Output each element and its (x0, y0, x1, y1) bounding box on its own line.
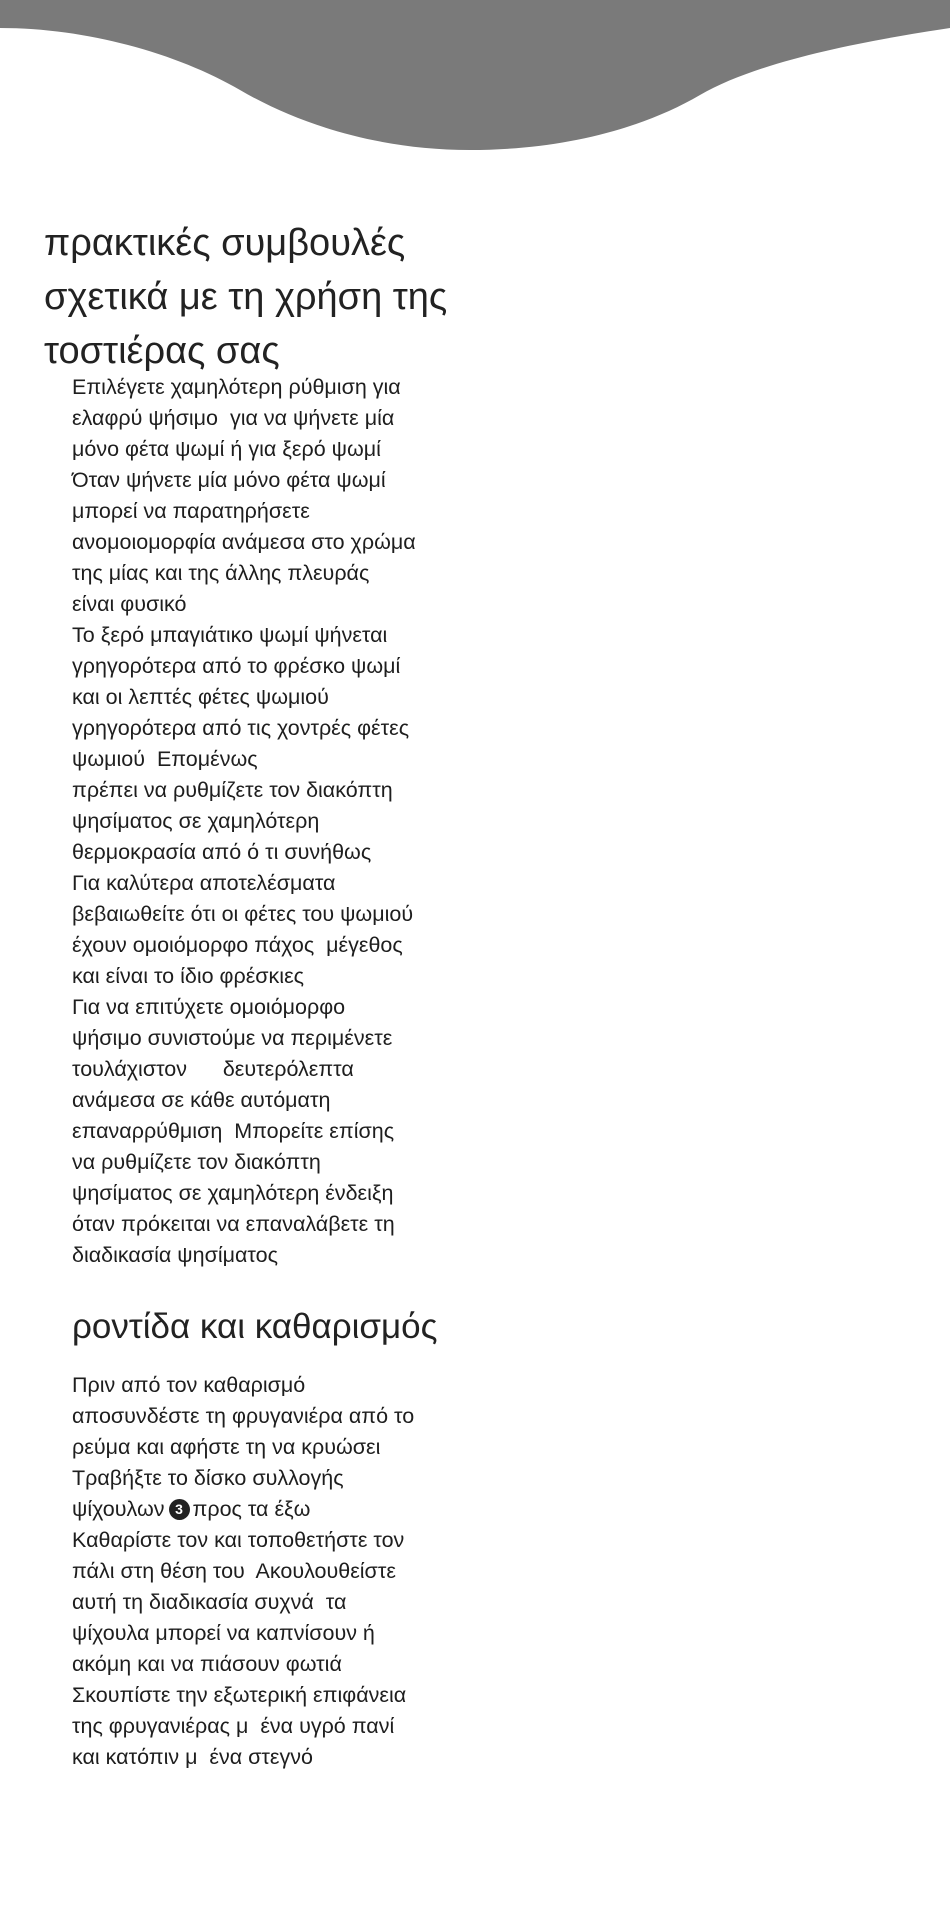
title-line-3: τοστιέρας σας (44, 330, 280, 372)
care-line: πάλι στη θέση του Ακουλουθείστε (72, 1559, 396, 1583)
badge-line-suffix: προς τα έξω (192, 1497, 311, 1521)
tips-line: γρηγορότερα από το φρέσκο ψωμί (72, 654, 401, 678)
care-line: και κατόπιν μ ένα στεγνό (72, 1745, 313, 1769)
tips-line: ανομοιομορφία ανάμεσα στο χρώμα (72, 530, 416, 554)
tips-text-block (72, 372, 416, 1271)
header-wave-banner (0, 0, 950, 160)
tips-line: να ρυθμίζετε τον διακόπτη (72, 1150, 321, 1174)
tips-line: Όταν ψήνετε μία μόνο φέτα ψωμί (72, 468, 386, 492)
tips-line: μπορεί να παρατηρήσετε (72, 499, 310, 523)
care-heading: ροντίδα και καθαρισμός (72, 1307, 438, 1346)
care-line: αποσυνδέστε τη φρυγανιέρα από το (72, 1404, 415, 1428)
tips-line: επαναρρύθμιση Μπορείτε επίσης (72, 1119, 395, 1143)
tips-line: διαδικασία ψησίματος (72, 1243, 278, 1267)
tips-line: ψωμιού Επομένως (72, 747, 258, 771)
tips-line: της μίας και της άλλης πλευράς (72, 561, 370, 585)
page-title (44, 216, 447, 378)
title-line-1: πρακτικές συμβουλές (44, 222, 406, 264)
care-line: αυτή τη διαδικασία συχνά τα (72, 1590, 347, 1614)
care-text-block (72, 1370, 414, 1773)
tips-line: ψησίματος σε χαμηλότερη ένδειξη (72, 1181, 394, 1205)
tips-line: θερμοκρασία από ό τι συνήθως (72, 840, 372, 864)
wave-shape (0, 0, 950, 150)
tips-line: βεβαιωθείτε ότι οι φέτες του ψωμιού (72, 902, 414, 926)
tips-line: είναι φυσικό (72, 592, 187, 616)
care-line: ψίχουλα μπορεί να καπνίσουν ή (72, 1621, 375, 1645)
step-number-badge: 3 (169, 1499, 190, 1520)
tips-line: και είναι το ίδιο φρέσκιες (72, 964, 305, 988)
tips-line: ψήσιμο συνιστούμε να περιμένετε (72, 1026, 393, 1050)
tips-line: ψησίματος σε χαμηλότερη (72, 809, 320, 833)
tips-line: Επιλέγετε χαμηλότερη ρύθμιση για (72, 375, 401, 399)
tips-line: γρηγορότερα από τις χοντρές φέτες (72, 716, 410, 740)
tips-line: Το ξερό μπαγιάτικο ψωμί ψήνεται (72, 623, 388, 647)
tips-line: όταν πρόκειται να επαναλάβετε τη (72, 1212, 395, 1236)
badge-line-prefix: ψίχουλων (72, 1497, 165, 1521)
care-badge-line (72, 1494, 414, 1525)
tips-line: Για καλύτερα αποτελέσματα (72, 871, 336, 895)
care-line: Τραβήξτε το δίσκο συλλογής (72, 1466, 344, 1490)
care-line: ρεύμα και αφήστε τη να κρυώσει (72, 1435, 381, 1459)
tips-line: και οι λεπτές φέτες ψωμιού (72, 685, 329, 709)
care-line: Καθαρίστε τον και τοποθετήστε τον (72, 1528, 405, 1552)
care-line: ακόμη και να πιάσουν φωτιά (72, 1652, 342, 1676)
tips-line: ελαφρύ ψήσιμο για να ψήνετε μία (72, 406, 395, 430)
care-line: της φρυγανιέρας μ ένα υγρό πανί (72, 1714, 395, 1738)
tips-line: Για να επιτύχετε ομοιόμορφο (72, 995, 346, 1019)
tips-line: τουλάχιστον δευτερόλεπτα (72, 1057, 354, 1081)
care-line: Σκουπίστε την εξωτερική επιφάνεια (72, 1683, 407, 1707)
tips-line: έχουν ομοιόμορφο πάχος μέγεθος (72, 933, 403, 957)
tips-line: μόνο φέτα ψωμί ή για ξερό ψωμί (72, 437, 381, 461)
tips-line: πρέπει να ρυθμίζετε τον διακόπτη (72, 778, 393, 802)
title-line-2: σχετικά με τη χρήση της (44, 276, 448, 318)
care-line: Πριν από τον καθαρισμό (72, 1373, 306, 1397)
tips-line: ανάμεσα σε κάθε αυτόματη (72, 1088, 331, 1112)
